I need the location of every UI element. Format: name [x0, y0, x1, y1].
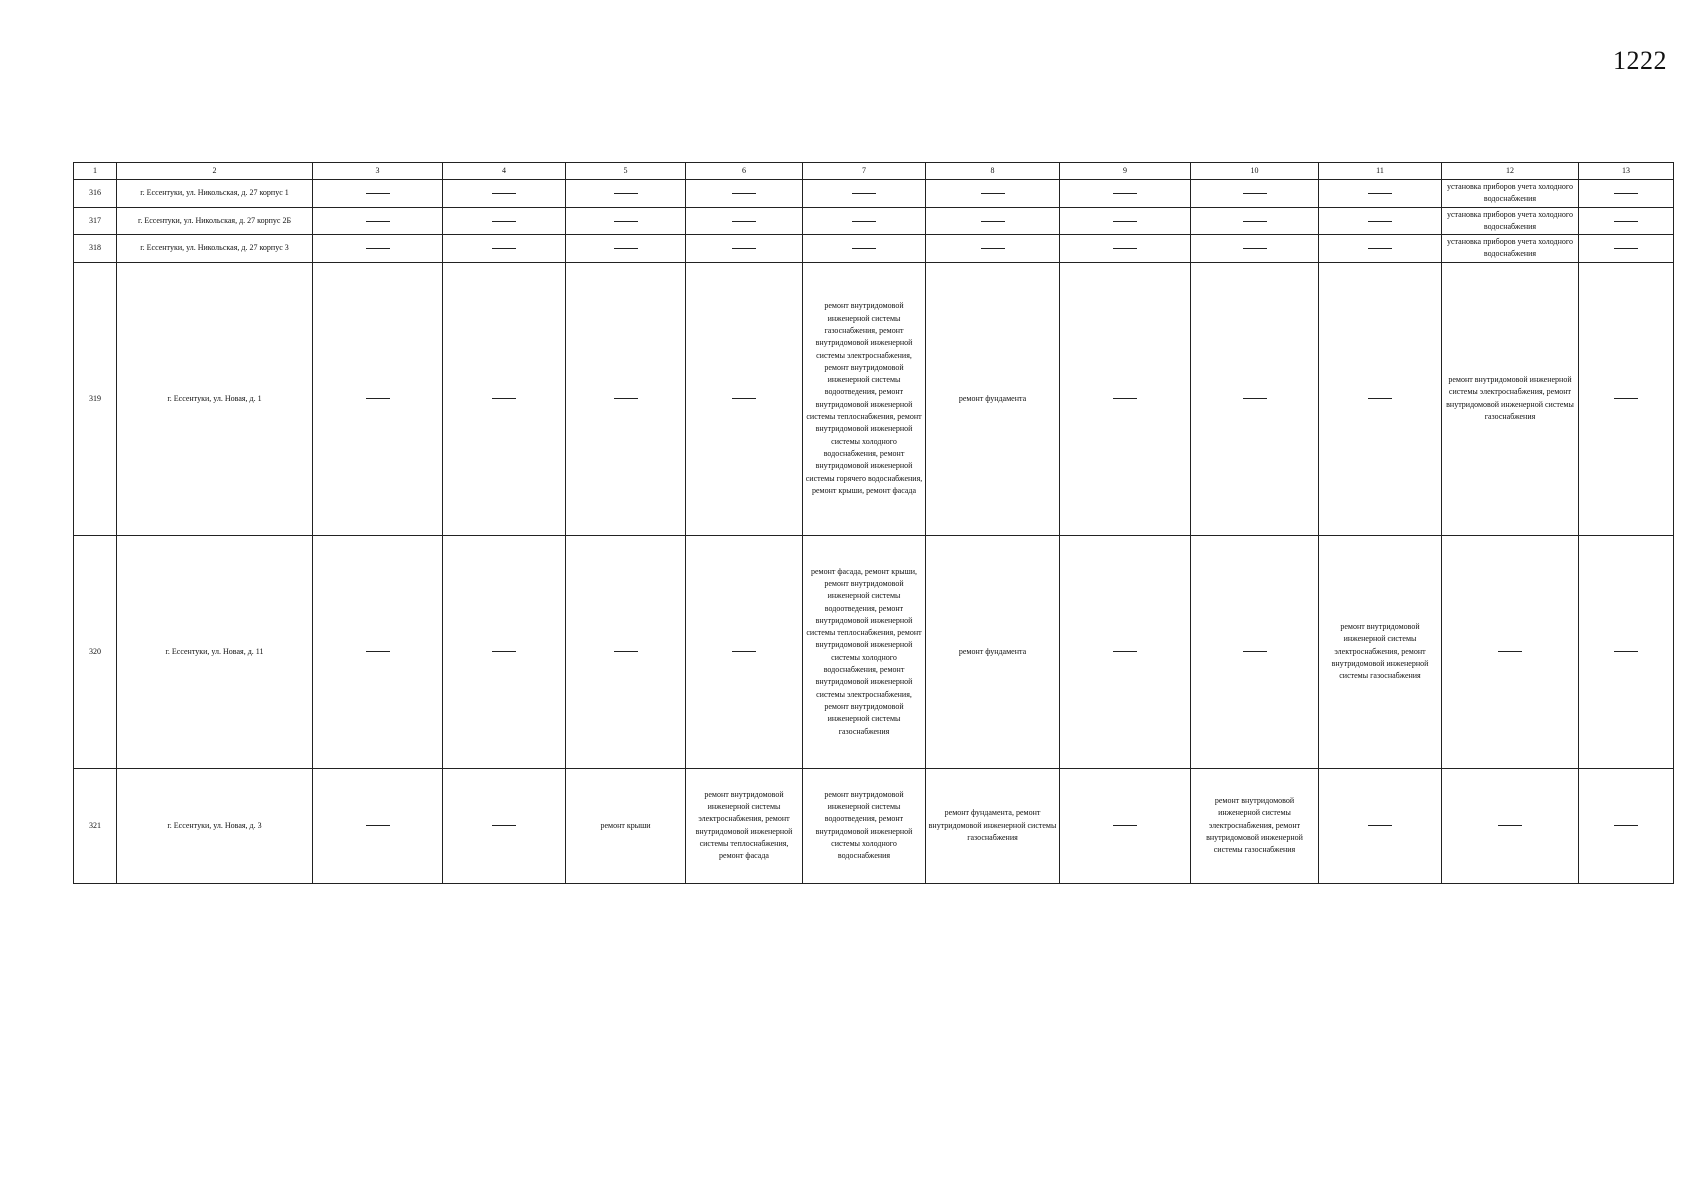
dash-mark	[852, 193, 876, 194]
work-description: ремонт внутридомовой инженерной системы электроснабжения, ремонт внутридомовой инженерной системы газоснабжения	[1191, 768, 1319, 883]
table-cell	[443, 207, 566, 235]
dash-mark	[1243, 248, 1267, 249]
dash-mark	[492, 825, 516, 826]
work-description: установка приборов учета холодного водоснабжения	[1442, 207, 1579, 235]
table-cell	[566, 207, 686, 235]
table-row	[74, 768, 1674, 883]
address-cell: г. Ессентуки, ул. Новая, д. 1	[117, 262, 313, 535]
table-cell	[313, 207, 443, 235]
dash-mark	[1113, 398, 1137, 399]
table-cell	[926, 207, 1060, 235]
dash-mark	[1243, 398, 1267, 399]
dash-mark	[981, 193, 1005, 194]
table-cell	[1060, 235, 1191, 263]
dash-mark	[852, 248, 876, 249]
table-cell	[803, 207, 926, 235]
work-description: ремонт внутридомовой инженерной системы электроснабжения, ремонт внутридомовой инженерной системы газоснабжения	[1319, 535, 1442, 768]
dash-mark	[1113, 221, 1137, 222]
dash-mark	[852, 221, 876, 222]
table-cell	[1579, 768, 1674, 883]
dash-mark	[614, 398, 638, 399]
dash-mark	[492, 248, 516, 249]
dash-mark	[1614, 248, 1638, 249]
table-cell	[1579, 180, 1674, 208]
row-number: 318	[74, 235, 117, 263]
table-cell	[1442, 768, 1579, 883]
dash-mark	[1368, 193, 1392, 194]
table-cell	[566, 180, 686, 208]
table-cell	[803, 180, 926, 208]
table-cell	[1579, 207, 1674, 235]
table-cell	[443, 768, 566, 883]
dash-mark	[614, 651, 638, 652]
dash-mark	[1113, 825, 1137, 826]
dash-mark	[1498, 825, 1522, 826]
column-header: 8	[926, 163, 1060, 180]
dash-mark	[1243, 221, 1267, 222]
table-cell	[1060, 262, 1191, 535]
work-description: ремонт фундамента	[926, 535, 1060, 768]
dash-mark	[492, 193, 516, 194]
dash-mark	[492, 221, 516, 222]
dash-mark	[1368, 398, 1392, 399]
dash-mark	[1614, 221, 1638, 222]
row-number: 319	[74, 262, 117, 535]
address-cell: г. Ессентуки, ул. Никольская, д. 27 корпус 3	[117, 235, 313, 263]
column-header: 13	[1579, 163, 1674, 180]
table-row	[74, 262, 1674, 535]
column-header: 6	[686, 163, 803, 180]
table-cell	[686, 262, 803, 535]
dash-mark	[1614, 193, 1638, 194]
row-number: 316	[74, 180, 117, 208]
column-header: 4	[443, 163, 566, 180]
table-cell	[1579, 535, 1674, 768]
dash-mark	[366, 825, 390, 826]
table-cell	[926, 180, 1060, 208]
dash-mark	[981, 248, 1005, 249]
table-cell	[313, 180, 443, 208]
column-header: 7	[803, 163, 926, 180]
dash-mark	[1614, 398, 1638, 399]
row-number: 321	[74, 768, 117, 883]
table-cell	[1060, 207, 1191, 235]
table-cell	[1319, 768, 1442, 883]
table-cell	[1579, 262, 1674, 535]
table-cell	[443, 235, 566, 263]
table-cell	[566, 262, 686, 535]
work-description: ремонт внутридомовой инженерной системы электроснабжения, ремонт внутридомовой инженерной системы газоснабжения	[1442, 262, 1579, 535]
dash-mark	[732, 221, 756, 222]
dash-mark	[1368, 248, 1392, 249]
table-cell	[1191, 535, 1319, 768]
table-cell	[1060, 768, 1191, 883]
table-cell	[1319, 180, 1442, 208]
repair-schedule-table	[73, 162, 1674, 884]
dash-mark	[366, 193, 390, 194]
table-cell	[1060, 535, 1191, 768]
table-cell	[1319, 207, 1442, 235]
table-cell	[803, 235, 926, 263]
dash-mark	[732, 193, 756, 194]
table-cell	[1191, 180, 1319, 208]
column-header: 5	[566, 163, 686, 180]
table-cell	[686, 180, 803, 208]
column-number-header	[74, 163, 1674, 180]
work-description: ремонт фундамента	[926, 262, 1060, 535]
dash-mark	[614, 221, 638, 222]
dash-mark	[732, 398, 756, 399]
work-description: установка приборов учета холодного водоснабжения	[1442, 180, 1579, 208]
table-cell	[686, 235, 803, 263]
work-description: ремонт фасада, ремонт крыши, ремонт внутридомовой инженерной системы водоотведения, ремонт внутридомовой инженерной системы теплоснабжения, ремонт внутридомовой инженерной системы холодного водоснабжения, ремонт внутридомовой инженерной системы электроснабжения, ремонт внутридомовой инженерной системы газоснабжения	[803, 535, 926, 768]
column-header: 11	[1319, 163, 1442, 180]
address-cell: г. Ессентуки, ул. Новая, д. 3	[117, 768, 313, 883]
dash-mark	[366, 398, 390, 399]
work-description: ремонт внутридомовой инженерной системы электроснабжения, ремонт внутридомовой инженерной системы теплоснабжения, ремонт фасада	[686, 768, 803, 883]
table-cell	[1191, 207, 1319, 235]
work-description: ремонт крыши	[566, 768, 686, 883]
table-cell	[1442, 535, 1579, 768]
dash-mark	[366, 248, 390, 249]
table-cell	[443, 535, 566, 768]
row-number: 317	[74, 207, 117, 235]
column-header: 2	[117, 163, 313, 180]
dash-mark	[1498, 651, 1522, 652]
column-header: 12	[1442, 163, 1579, 180]
work-description: ремонт внутридомовой инженерной системы водоотведения, ремонт внутридомовой инженерной системы холодного водоснабжения	[803, 768, 926, 883]
table-row	[74, 180, 1674, 208]
dash-mark	[614, 248, 638, 249]
dash-mark	[732, 651, 756, 652]
dash-mark	[981, 221, 1005, 222]
table-cell	[313, 535, 443, 768]
table-cell	[313, 262, 443, 535]
address-cell: г. Ессентуки, ул. Никольская, д. 27 корпус 1	[117, 180, 313, 208]
table-cell	[1060, 180, 1191, 208]
dash-mark	[492, 398, 516, 399]
page-number: 1222	[1613, 46, 1667, 75]
table-cell	[313, 235, 443, 263]
column-header: 1	[74, 163, 117, 180]
table-cell	[566, 235, 686, 263]
address-cell: г. Ессентуки, ул. Никольская, д. 27 корпус 2Б	[117, 207, 313, 235]
dash-mark	[1113, 193, 1137, 194]
table-cell	[686, 535, 803, 768]
dash-mark	[492, 651, 516, 652]
table-cell	[313, 768, 443, 883]
table-cell	[686, 207, 803, 235]
dash-mark	[366, 221, 390, 222]
row-number: 320	[74, 535, 117, 768]
address-cell: г. Ессентуки, ул. Новая, д. 11	[117, 535, 313, 768]
table-row	[74, 207, 1674, 235]
table-cell	[1319, 235, 1442, 263]
table-cell	[443, 262, 566, 535]
table-cell	[1191, 262, 1319, 535]
table-cell	[566, 535, 686, 768]
column-header: 3	[313, 163, 443, 180]
dash-mark	[1368, 825, 1392, 826]
dash-mark	[1614, 651, 1638, 652]
dash-mark	[1243, 651, 1267, 652]
dash-mark	[1368, 221, 1392, 222]
dash-mark	[1243, 193, 1267, 194]
table-row	[74, 235, 1674, 263]
table-cell	[926, 235, 1060, 263]
dash-mark	[1113, 651, 1137, 652]
dash-mark	[732, 248, 756, 249]
work-description: ремонт фундамента, ремонт внутридомовой инженерной системы газоснабжения	[926, 768, 1060, 883]
work-description: ремонт внутридомовой инженерной системы газоснабжения, ремонт внутридомовой инженерной системы электроснабжения, ремонт внутридомовой инженерной системы водоотведения, ремонт внутридомовой инженерной системы теплоснабжения, ремонт внутридомовой инженерной системы холодного водоснабжения, ремонт внутридомовой инженерной системы горячего водоснабжения, ремонт крыши, ремонт фасада	[803, 262, 926, 535]
table-cell	[1191, 235, 1319, 263]
table-cell	[443, 180, 566, 208]
column-header: 10	[1191, 163, 1319, 180]
dash-mark	[1614, 825, 1638, 826]
dash-mark	[1113, 248, 1137, 249]
table-row	[74, 535, 1674, 768]
work-description: установка приборов учета холодного водоснабжения	[1442, 235, 1579, 263]
table-cell	[1319, 262, 1442, 535]
table-cell	[1579, 235, 1674, 263]
column-header: 9	[1060, 163, 1191, 180]
dash-mark	[366, 651, 390, 652]
dash-mark	[614, 193, 638, 194]
